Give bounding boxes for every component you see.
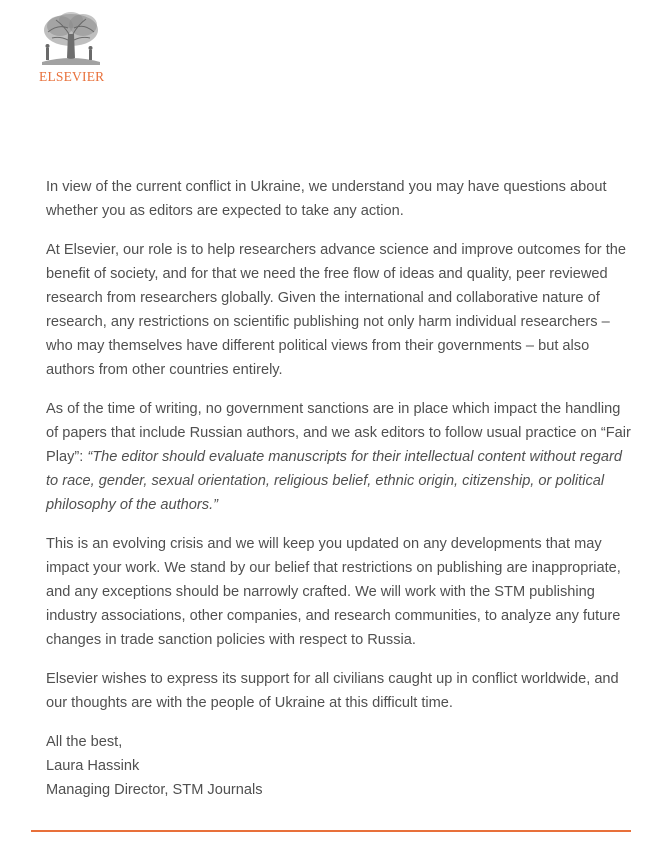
signoff — [46, 730, 631, 802]
elsevier-tree-icon — [38, 10, 104, 68]
paragraph-support: Elsevier wishes to express its support for all civilians caught up in conflict worldwide, and our thoughts are with the people of Ukraine at this difficult time. — [46, 671, 619, 711]
signoff-closing: All the best, — [46, 734, 123, 750]
paragraph-role: At Elsevier, our role is to help researchers advance science and improve outcomes for the benefit of society, and for that we need the free flow of ideas and quality, peer reviewed research from researchers globally. Given the international and collaborative nature of research, any restrictions on scientific publishing not only harm individual researchers – who may themselves have different political views from their governments – but also authors from other countries entirely. — [46, 242, 626, 378]
footer-divider — [31, 830, 631, 832]
elsevier-logo — [38, 10, 108, 85]
letter-body — [46, 175, 631, 802]
paragraph-intro: In view of the current conflict in Ukraine, we understand you may have questions about whether you as editors are expected to take any action. — [46, 179, 607, 219]
fair-play-lead: As of the time of writing, no government sanctions are in place which impact the handling of papers that include Russian authors, and we ask editors to follow usual practice on “Fair Play”: — [46, 401, 631, 465]
signoff-name: Laura Hassink — [46, 758, 140, 774]
fair-play-quote: “The editor should evaluate manuscripts for their intellectual content without regard to race, gender, sexual orientation, religious belief, ethnic origin, citizenship, or political philosophy of the authors.” — [46, 449, 622, 513]
elsevier-wordmark: ELSEVIER — [39, 69, 105, 84]
paragraph-evolving-crisis: This is an evolving crisis and we will keep you updated on any developments that may impact your work. We stand by our belief that restrictions on publishing are inappropriate, and any exceptions should be narrowly crafted. We will work with the STM publishing industry associations, other companies, and research communities, to analyze any future changes in trade sanction policies with respect to Russia. — [46, 536, 621, 648]
paragraph-fair-play — [46, 397, 631, 517]
signoff-title: Managing Director, STM Journals — [46, 782, 263, 798]
